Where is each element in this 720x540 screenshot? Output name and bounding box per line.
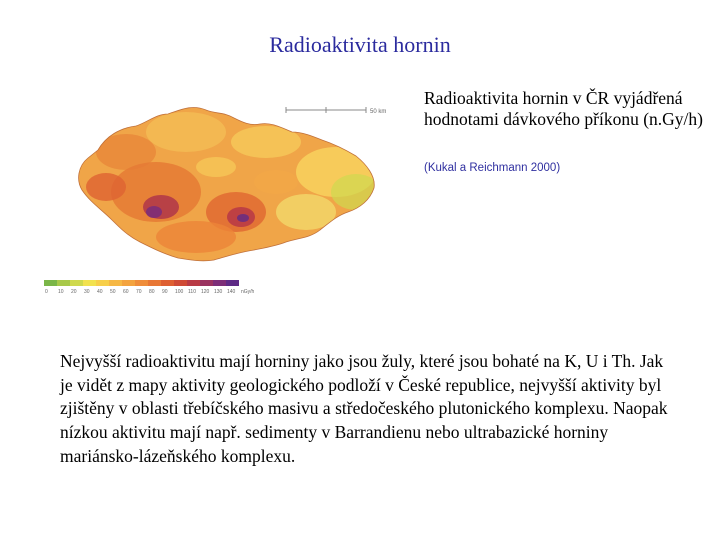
legend-swatch	[226, 280, 239, 286]
legend-tick-label: 10	[58, 289, 64, 295]
legend-swatch	[200, 280, 213, 286]
legend-tick-label: 120	[201, 289, 210, 295]
legend-tick-label: 20	[71, 289, 77, 295]
legend-tick-label: 110	[188, 289, 196, 295]
legend-swatch	[122, 280, 135, 286]
scale-bar-label: 50 km	[370, 109, 387, 115]
legend-swatch	[213, 280, 226, 286]
legend-swatch	[174, 280, 187, 286]
legend-swatch	[135, 280, 148, 286]
map-caption: Radioaktivita hornin v ČR vyjádřená hodnotami dávkového příkonu (n.Gy/h)	[424, 88, 703, 129]
legend-swatch	[161, 280, 174, 286]
legend-tick-label: 130	[214, 289, 223, 295]
legend-tick-label: 70	[136, 289, 142, 295]
czech-republic-shape	[36, 92, 398, 304]
legend-swatch	[70, 280, 83, 286]
legend-tick-label: 80	[149, 289, 155, 295]
legend-swatch	[83, 280, 96, 286]
legend-swatch	[187, 280, 200, 286]
legend-tick-label: 40	[97, 289, 103, 295]
radioactivity-map	[36, 92, 398, 304]
map-svg	[36, 92, 398, 304]
legend-swatch	[96, 280, 109, 286]
legend-swatch	[44, 280, 57, 286]
legend-swatch	[57, 280, 70, 286]
legend-tick-label: 60	[123, 289, 129, 295]
legend-tick-label: 50	[110, 289, 116, 295]
body-paragraph: Nejvyšší radioaktivitu mají horniny jako jsou žuly, které jsou bohaté na K, U i Th. Jak je vidět z mapy aktivity geologického podloží v České republice, nejvyšší aktivity byl zjištěny v oblasti třebíčského masivu a středočeského plutonického komplexu. Naopak nízkou aktivitu mají např. sedimenty v Barrandienu nebo ultrabazické horniny mariánsko-lázeňského komplexu.	[60, 351, 668, 466]
legend-tick-label: 30	[84, 289, 90, 295]
legend-tick-label: 0	[45, 289, 48, 295]
legend-swatch	[109, 280, 122, 286]
slide-title: Radioaktivita hornin	[269, 32, 451, 57]
map-legend	[44, 280, 255, 295]
legend-tick-label: 90	[162, 289, 168, 295]
source-citation: (Kukal a Reichmann 2000)	[424, 162, 561, 174]
legend-unit-label: nGy/h	[241, 289, 255, 295]
legend-tick-label: 100	[175, 289, 184, 295]
legend-swatch	[148, 280, 161, 286]
legend-tick-label: 140	[227, 289, 236, 295]
